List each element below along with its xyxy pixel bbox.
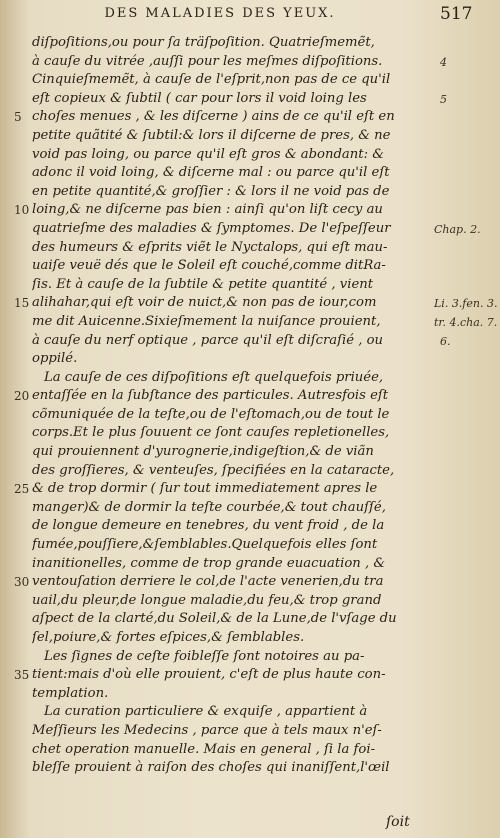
running-head: DES MALADIES DES YEUX. bbox=[104, 6, 336, 21]
text-line: petite quãtité & ſubtil:& lors il diſcerne de pres, & ne bbox=[32, 127, 391, 143]
text-line: ſis. Et à cauſe de la ſubtile & petite quantité , vient bbox=[32, 276, 374, 292]
marginal-note: 4 bbox=[440, 55, 447, 69]
text-line: La cauſe de ces diſpoſitions eſt quelquefois priuée, bbox=[44, 369, 384, 385]
marginal-note: Li. 3.fen. 3. bbox=[434, 297, 498, 311]
text-line: à cauſe du vitrée ,auſſi pour les meſmes diſpoſitions. bbox=[32, 53, 383, 69]
text-line: La curation particuliere & exquiſe , appartient à bbox=[44, 704, 368, 720]
text-line: Meſſieurs les Medecins , parce que à tels maux n'eſ- bbox=[32, 722, 382, 738]
marginal-note: Chap. 2. bbox=[434, 223, 481, 236]
text-line: en petite quantité,& groſſier : & lors il ne void pas de bbox=[32, 183, 390, 199]
marginal-note: 6. bbox=[440, 334, 451, 348]
text-line: fumée,pouſſiere,&ſemblables.Quelquefois elles ſont bbox=[32, 537, 378, 553]
text-line: ſel,poiure,& fortes eſpices,& ſemblables. bbox=[32, 630, 305, 645]
text-line: alihahar,qui eſt voir de nuict,& non pas de iour,com bbox=[32, 295, 377, 311]
text-line: uail,du pleur,de longue maladie,du feu,& trop grand bbox=[32, 592, 382, 608]
text-line: de longue demeure en tenebres, du vent froid , de la bbox=[32, 518, 385, 534]
text-line: tient:mais d'où elle prouient, c'eſt de plus haute con- bbox=[32, 667, 386, 683]
line-number: 5 bbox=[14, 110, 22, 125]
marginal-note: tr. 4.cha. 7. bbox=[434, 316, 498, 329]
text-line: cõmuniquée de la teſte,ou de l'eſtomach,ou de tout le bbox=[32, 406, 390, 422]
text-line: void pas loing, ou parce qu'il eſt gros & abondant: & bbox=[32, 146, 384, 162]
text-line: des groſſieres, & venteuſes, ſpecifiées en la cataracte, bbox=[32, 462, 395, 478]
marginal-note: 5 bbox=[440, 92, 447, 106]
page-header bbox=[0, 4, 500, 26]
line-number: 20 bbox=[14, 389, 30, 404]
text-line: quatrieſme des maladies & ſymptomes. De l'eſpeſſeur bbox=[32, 220, 391, 236]
text-line: inanitionelles, comme de trop grande euacuation , & bbox=[32, 555, 386, 571]
text-line: templation. bbox=[32, 685, 109, 701]
body-text bbox=[32, 34, 417, 778]
text-line: Cinquieſmemẽt, à cauſe de l'eſprit,non pas de ce qu'il bbox=[32, 72, 391, 88]
text-line: & de trop dormir ( ſur tout immediatement apres le bbox=[32, 481, 378, 497]
text-line: diſpoſitions,ou pour ſa träſpoſition. Quatrieſmemẽt, bbox=[32, 35, 375, 50]
line-number: 35 bbox=[14, 668, 30, 683]
text-line: eſt copieux & ſubtil ( car pour lors il void loing les bbox=[32, 90, 367, 106]
text-line: entaſſée en la ſubſtance des particules. Autresfois eſt bbox=[32, 388, 389, 404]
text-line: qui prouiennent d'yurognerie,indigeſtion,& de viãn bbox=[32, 444, 374, 460]
text-line: Les ſignes de ceſte foibleſſe ſont notoires au pa- bbox=[44, 648, 365, 664]
text-line: à cauſe du nerf optique , parce qu'il eſt diſcraſié , ou bbox=[32, 332, 384, 348]
text-line: me dit Auicenne.Sixieſmement la nuiſance prouient, bbox=[32, 313, 381, 329]
line-number: 15 bbox=[14, 296, 30, 311]
line-number: 25 bbox=[14, 482, 30, 497]
text-line: ventouſation derriere le col,de l'acte venerien,du tra bbox=[32, 574, 384, 590]
text-line: corps.Et le plus ſouuent ce ſont cauſes repletionelles, bbox=[32, 425, 390, 441]
text-line: choſes menues , & les diſcerne ) ains de ce qu'il eſt en bbox=[32, 109, 395, 125]
line-number: 30 bbox=[14, 575, 30, 590]
text-line: uaiſe veuë dés que le Soleil eſt couché,comme ditRa- bbox=[32, 258, 386, 274]
text-line: loing,& ne diſcerne pas bien : ainſi qu'on liſt cecy au bbox=[32, 202, 383, 218]
text-line: des humeurs & eſprits viẽt le Nyctalops, qui eſt mau- bbox=[32, 239, 388, 255]
text-line: bleſſe prouient à raiſon des choſes qui inaniſſent,l'œil bbox=[32, 760, 390, 776]
line-number: 10 bbox=[14, 203, 30, 218]
text-line: chet operation manuelle. Mais en general , ſi la foi- bbox=[32, 741, 376, 757]
catchword: ſoit bbox=[386, 814, 410, 830]
text-line: manger)& de dormir la teſte courbée,& tout chauſſé, bbox=[32, 499, 386, 515]
page-number: 517 bbox=[440, 4, 473, 24]
text-line: adonc il void loing, & diſcerne mal : ou parce qu'il eſt bbox=[32, 165, 390, 181]
text-line: oppilé. bbox=[32, 351, 78, 367]
text-line: aſpect de la clarté,du Soleil,& de la Lune,de l'vſage du bbox=[32, 611, 397, 627]
